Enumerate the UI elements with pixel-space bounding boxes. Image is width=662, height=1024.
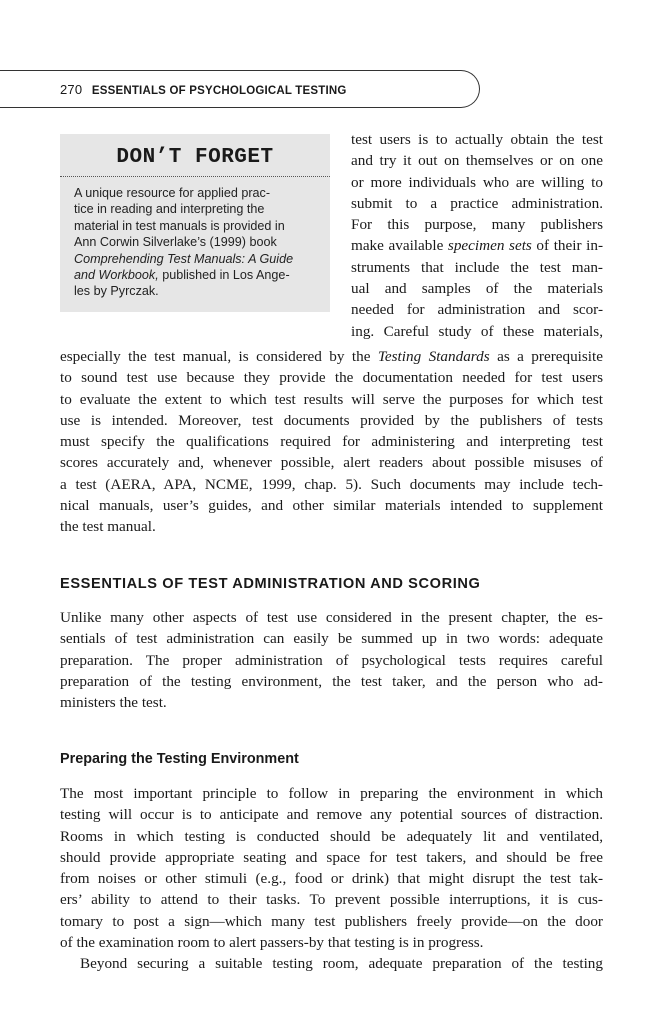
text-line: [351, 235, 603, 256]
text-line: and try it out on themselves or on one: [351, 152, 603, 170]
text-line: tomary to post a sign—which many test publishers freely provide—on the door: [60, 912, 603, 930]
text-line: must specify the qualifications required for administering and interpreting test: [60, 433, 603, 451]
text-line: struments that include the test man-: [351, 258, 603, 276]
sidebar-line: A unique resource for applied prac-: [74, 186, 271, 200]
text-line: ers’ ability to attend to their tasks. To prevent possible interruptions, it is cus-: [60, 891, 603, 909]
paragraph-1: [60, 346, 603, 538]
text-line: For this purpose, many publishers: [351, 216, 603, 234]
dont-forget-sidebar: [60, 134, 330, 312]
running-header: [60, 82, 347, 97]
text-line: ministers the test.: [60, 694, 167, 712]
text-line: preparation. The proper administration of psychological tests requires careful: [60, 651, 603, 669]
text-line: Rooms in which testing is conducted should be adequately lit and ventilated,: [60, 827, 603, 845]
text-line: from noises or other stimuli (e.g., food or drink) that might disrupt the test tak-: [60, 870, 603, 888]
sidebar-line: [74, 251, 318, 267]
text-line: to sound test use because they provide the documentation needed for test users: [60, 369, 603, 387]
text-span: of their in-: [531, 237, 604, 255]
text-line: scores accurately and, whenever possible, alert readers about possible misuses of: [60, 454, 603, 472]
sidebar-line: Ann Corwin Silverlake’s (1999) book: [74, 235, 277, 250]
sidebar-line: tice in reading and interpreting the: [74, 202, 265, 217]
sidebar-line: [74, 267, 318, 283]
text-span: make available: [351, 237, 448, 255]
book-title-cont: and Workbook,: [74, 267, 159, 282]
text-line: submit to a practice administration.: [351, 194, 603, 212]
text-line: needed for administration and scor-: [351, 301, 603, 319]
sidebar-text: published in Los Ange-: [158, 267, 290, 282]
section-heading: ESSENTIALS OF TEST ADMINISTRATION AND SCORING: [60, 576, 481, 592]
text-line: of the examination room to alert passers-by that testing is in progress.: [60, 934, 484, 952]
right-column-text: [351, 129, 603, 342]
sidebar-line: les by Pyrczak.: [74, 284, 159, 299]
text-line: or more individuals who are willing to: [351, 173, 603, 191]
text-line: should provide appropriate seating and space for test takers, and should be free: [60, 848, 603, 866]
paragraph-3: [60, 783, 603, 975]
text-line: preparation of the testing environment, the test taker, and the person who ad-: [60, 672, 603, 690]
text-line: ual and samples of the materials: [351, 280, 603, 298]
text-line: Beyond securing a suitable testing room, adequate preparation of the testing: [80, 955, 603, 973]
text-line: testing will occur is to anticipate and remove any potential sources of distraction.: [60, 806, 603, 824]
text-line: Unlike many other aspects of test use considered in the present chapter, the es-: [60, 609, 603, 626]
text-span: as a prerequisite: [489, 348, 603, 365]
running-title: ESSENTIALS OF PSYCHOLOGICAL TESTING: [91, 85, 347, 97]
text-line: the test manual.: [60, 518, 156, 536]
sidebar-body: [60, 177, 330, 300]
text-line: sentials of test administration can easily be summed up in two words: adequate: [60, 630, 603, 648]
sidebar-title: DON’T FORGET: [116, 146, 274, 169]
text-line: ing. Careful study of these materials,: [351, 322, 603, 340]
page-number: 270: [60, 82, 83, 97]
text-span: especially the test manual, is considered by the: [60, 348, 378, 365]
paragraph-2: [60, 607, 603, 713]
italic-term: Testing Standards: [377, 348, 490, 365]
text-line: [60, 346, 603, 367]
text-line: a test (AERA, APA, NCME, 1999, chap. 5). Such documents may include tech-: [60, 475, 603, 493]
text-line: use is intended. Moreover, test documents provided by the publishers of tests: [60, 411, 603, 429]
italic-term: specimen sets: [447, 237, 532, 255]
text-line: nical manuals, user’s guides, and other similar materials intended to supplement: [60, 497, 603, 515]
text-line: to evaluate the extent to which test results will serve the purposes for which test: [60, 390, 603, 408]
text-line: test users is to actually obtain the test: [351, 131, 603, 148]
text-line: The most important principle to follow in preparing the environment in which: [60, 785, 603, 802]
sidebar-line: material in test manuals is provided in: [74, 218, 285, 233]
book-title: Comprehending Test Manuals: A Guide: [74, 251, 294, 266]
subsection-heading: Preparing the Testing Environment: [60, 751, 299, 767]
